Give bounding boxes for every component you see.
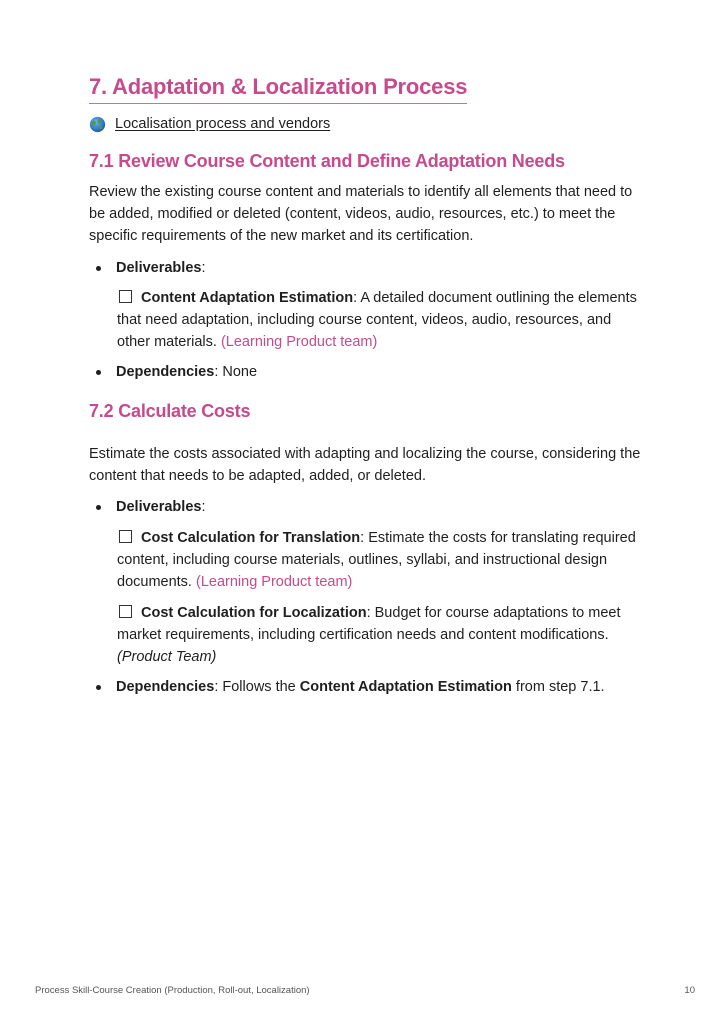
deliverable-title: Cost Calculation for Localization: [141, 605, 367, 621]
deliverables-label: Deliverables: [116, 499, 202, 515]
dependencies-label: Dependencies: [116, 679, 215, 695]
deliverable-title: Cost Calculation for Translation: [141, 530, 361, 546]
bullet-dot: [96, 685, 101, 690]
dependencies-reference: Content Adaptation Estimation: [299, 679, 512, 695]
checkbox-icon[interactable]: [119, 290, 132, 303]
section-7-2-deliverables-bullet: Deliverables:: [96, 496, 205, 518]
bullet-dot: [96, 266, 101, 271]
section-7-1-deliverables-bullet: Deliverables:: [96, 257, 205, 279]
bullet-dot: [96, 505, 101, 510]
deliverable-owner: (Learning Product team): [220, 334, 378, 350]
page-title: 7. Adaptation & Localization Process: [89, 74, 467, 104]
checkbox-icon[interactable]: [119, 605, 132, 618]
checkbox-icon[interactable]: [119, 530, 132, 543]
section-7-1-title: 7.1 Review Course Content and Define Adaptation Needs: [89, 151, 565, 171]
dependencies-text: Follows the: [222, 679, 296, 695]
deliverable-item: Cost Calculation for Localization: Budget for course adaptations to meet market requirements, including certification needs and content modifications. (Product Team): [117, 605, 621, 665]
deliverable-title: Content Adaptation Estimation: [141, 290, 354, 306]
localisation-link-row[interactable]: [89, 114, 330, 134]
section-7-2-intro: Estimate the costs associated with adapting and localizing the course, considering the content that needs to be adapted, added, or deleted.: [89, 446, 641, 484]
deliverable-item: Cost Calculation for Translation: Estimate the costs for translating required content, including course materials, outlines, syllabi, and instructional design documents. (Learning Product team): [117, 530, 636, 590]
section-7-1-dependencies-bullet: Dependencies: None: [96, 361, 257, 383]
localisation-link[interactable]: Localisation process and vendors: [115, 116, 331, 132]
deliverables-label: Deliverables: [116, 260, 202, 276]
deliverable-item: Content Adaptation Estimation: A detailed document outlining the elements that need adaptation, including course content, videos, audio, resources, and other materials. (Learning Product team): [117, 290, 637, 350]
dependencies-step: from step 7.1.: [515, 679, 605, 695]
section-7-1-intro: Review the existing course content and materials to identify all elements that need to be added, modified or deleted (content, videos, audio, resources, etc.) to meet the specific requirements of the new market and its certification.: [89, 184, 633, 244]
dependencies-text: None: [222, 364, 258, 380]
deliverable-text: A detailed document outlining the elements that need adaptation, including course content, videos, audio, resources, and other materials.: [117, 290, 637, 350]
deliverable-owner: (Learning Product team): [196, 574, 353, 590]
deliverable-text: Estimate the costs for translating required content, including course materials, outlines, syllabi, and instructional design documents.: [117, 530, 636, 590]
deliverable-text: Budget for course adaptations to meet market requirements, including certification needs and content modifications.: [117, 605, 621, 643]
page-number: 10: [684, 985, 695, 996]
globe-icon: [89, 116, 106, 133]
section-7-2-title: 7.2 Calculate Costs: [89, 401, 251, 421]
section-7-2-dependencies-bullet: Dependencies: Follows the Content Adaptation Estimation from step 7.1.: [96, 676, 605, 698]
bullet-dot: [96, 370, 101, 375]
footer-document-title: Process Skill-Course Creation (Production, Roll-out, Localization): [35, 985, 310, 996]
deliverable-owner: (Product Team): [117, 649, 217, 665]
dependencies-label: Dependencies: [116, 364, 215, 380]
